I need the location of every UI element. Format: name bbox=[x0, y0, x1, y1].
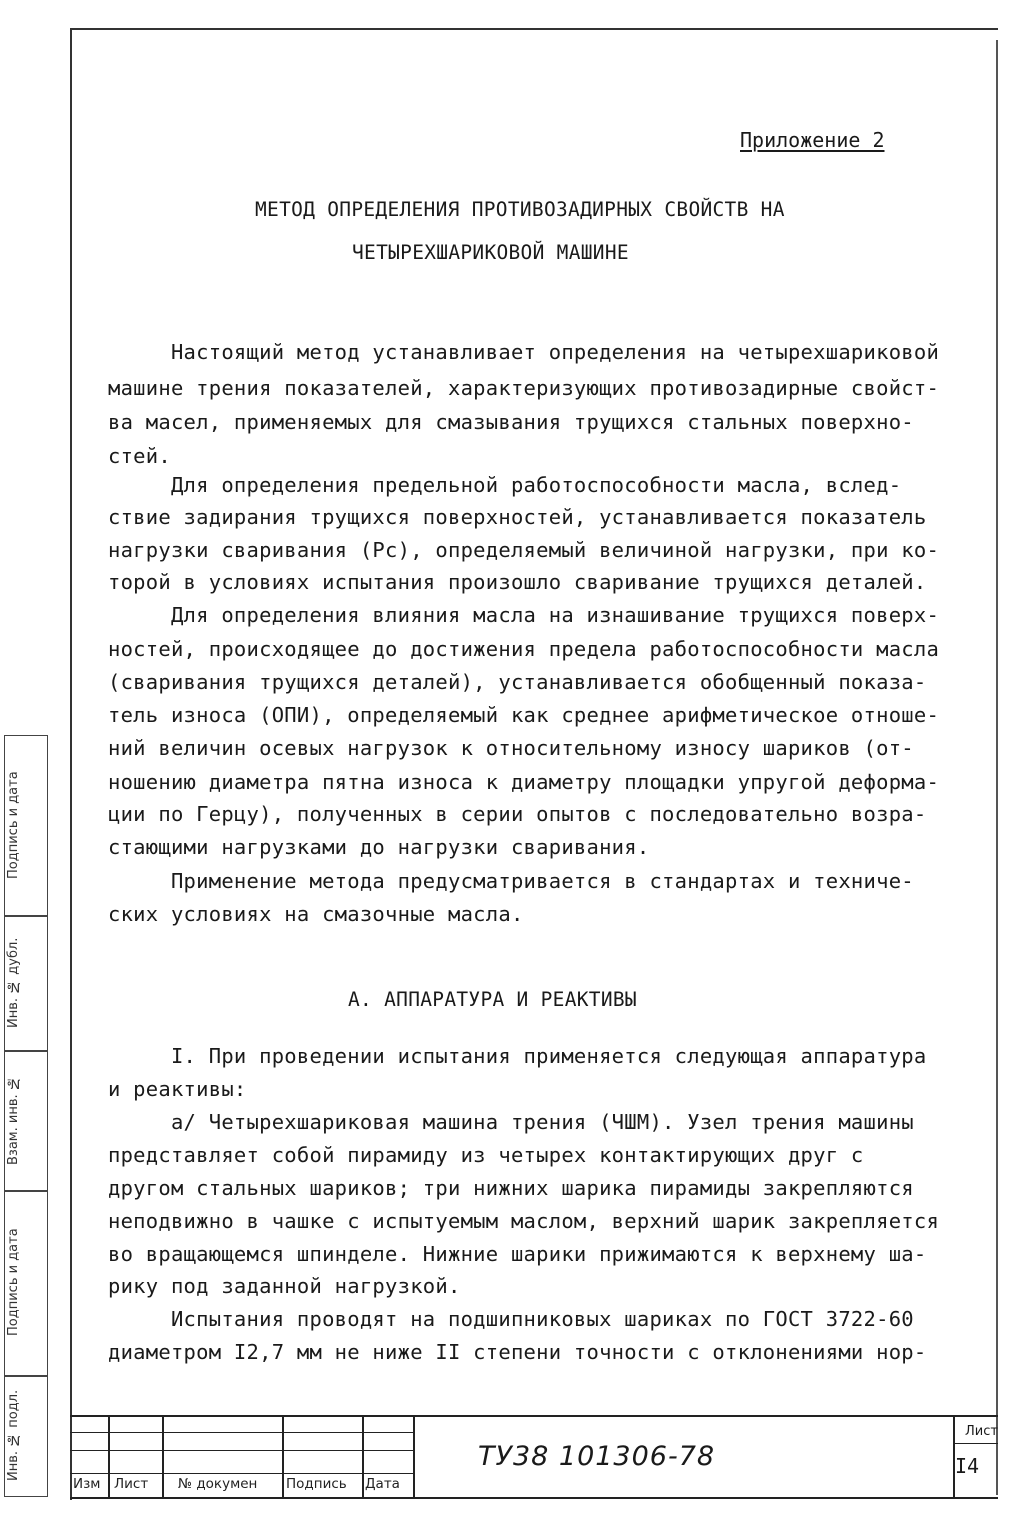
body-line: ностей, происходящее до достижения предела работоспособности масла bbox=[108, 637, 940, 661]
margin-label-inv-dup: Инв. № дубл. bbox=[6, 937, 21, 1028]
frame-left-border bbox=[70, 28, 72, 1500]
body-line: Для определения предельной работоспособности масла, вслед- bbox=[108, 473, 902, 497]
body-line: ских условиях на смазочные масла. bbox=[108, 902, 524, 926]
title-block-col-line bbox=[362, 1415, 364, 1499]
margin-label-signature-date-2: Подпись и дата bbox=[6, 1228, 21, 1337]
section-title: А. АППАРАТУРА И РЕАКТИВЫ bbox=[348, 988, 637, 1011]
body-line: машине трения показателей, характеризующих противозадирные свойст- bbox=[108, 376, 940, 400]
title-block-col-doc: № докумен bbox=[178, 1476, 258, 1492]
body-line: стей. bbox=[108, 444, 171, 468]
body-line: Применение метода предусматривается в стандартах и техниче- bbox=[108, 869, 914, 893]
title-block-col-date: Дата bbox=[365, 1476, 400, 1492]
title-block-bottom-line bbox=[70, 1497, 998, 1499]
title-block-col-line bbox=[282, 1415, 284, 1499]
section-line: во вращающемся шпинделе. Нижние шарики прижимаются к верхнему ша- bbox=[108, 1242, 927, 1266]
section-line: I. При проведении испытания применяется следующая аппаратура bbox=[108, 1044, 927, 1068]
body-line: Настоящий метод устанавливает определения на четырехшариковой bbox=[108, 340, 940, 364]
document-title-line1: МЕТОД ОПРЕДЕЛЕНИЯ ПРОТИВОЗАДИРНЫХ СВОЙСТВ НА bbox=[255, 198, 785, 221]
title-block-col-line bbox=[162, 1415, 164, 1499]
sheet-label: Лист bbox=[965, 1424, 998, 1439]
section-line: рику под заданной нагрузкой. bbox=[108, 1274, 461, 1298]
title-block-top-line bbox=[70, 1415, 998, 1417]
title-block-col-line bbox=[108, 1415, 110, 1499]
body-line: Для определения влияния масла на изнашивание трущихся поверх- bbox=[108, 603, 940, 627]
body-line: торой в условиях испытания произошло сваривание трущихся деталей. bbox=[108, 570, 927, 594]
sheet-number: I4 bbox=[955, 1454, 980, 1478]
body-line: ва масел, применяемых для смазывания трущихся стальных поверхно- bbox=[108, 410, 914, 434]
body-line: ствие задирания трущихся поверхностей, устанавливается показатель bbox=[108, 505, 927, 529]
section-line: а/ Четырехшариковая машина трения (ЧШМ). Узел трения машины bbox=[108, 1110, 914, 1134]
section-line: другом стальных шариков; три нижних шарика пирамиды закрепляются bbox=[108, 1176, 914, 1200]
section-line: и реактивы: bbox=[108, 1077, 247, 1101]
document-code: ТУ38 101306-78 bbox=[478, 1441, 716, 1472]
margin-label-inv-orig: Инв. № подл. bbox=[6, 1389, 21, 1481]
title-block-col-change: Изм bbox=[73, 1476, 101, 1492]
section-line: неподвижно в чашке с испытуемым маслом, верхний шарик закрепляется bbox=[108, 1209, 940, 1233]
frame-right-border bbox=[996, 40, 998, 1495]
body-line: ношению диаметра пятна износа к диаметру площадки упругой деформа- bbox=[108, 770, 940, 794]
margin-label-signature-date-1: Подпись и дата bbox=[6, 771, 21, 879]
body-line: тель износа (ОПИ), определяемый как среднее арифметическое отноше- bbox=[108, 703, 940, 727]
body-line: (сваривания трущихся деталей), устанавливается обобщенный показа- bbox=[108, 670, 927, 694]
body-line: нагрузки сваривания (Pс), определяемый величиной нагрузки, при ко- bbox=[108, 538, 940, 562]
frame-top-border bbox=[70, 28, 998, 30]
section-line: диаметром I2,7 мм не ниже II степени точности с отклонениями нор- bbox=[108, 1340, 927, 1364]
appendix-label: Приложение 2 bbox=[740, 128, 885, 152]
section-line: представляет собой пирамиду из четырех контактирующих друг с bbox=[108, 1143, 864, 1167]
body-line: ции по Герцу), полученных в серии опытов с последовательно возра- bbox=[108, 802, 927, 826]
body-line: ний величин осевых нагрузок к относительному износу шариков (от- bbox=[108, 736, 914, 760]
section-line: Испытания проводят на подшипниковых шариках по ГОСТ 3722-60 bbox=[108, 1307, 914, 1331]
title-block-col-line bbox=[413, 1415, 415, 1499]
title-block-col-sign: Подпись bbox=[286, 1476, 347, 1492]
title-block-sheet-line bbox=[953, 1443, 998, 1444]
margin-label-replace-inv: Взам. инв. № bbox=[6, 1075, 21, 1165]
body-line: стающими нагрузками до нагрузки сваривания. bbox=[108, 835, 650, 859]
title-block-col-sheet: Лист bbox=[114, 1476, 149, 1492]
document-title-line2: ЧЕТЫРЕХШАРИКОВОЙ МАШИНЕ bbox=[352, 241, 629, 264]
